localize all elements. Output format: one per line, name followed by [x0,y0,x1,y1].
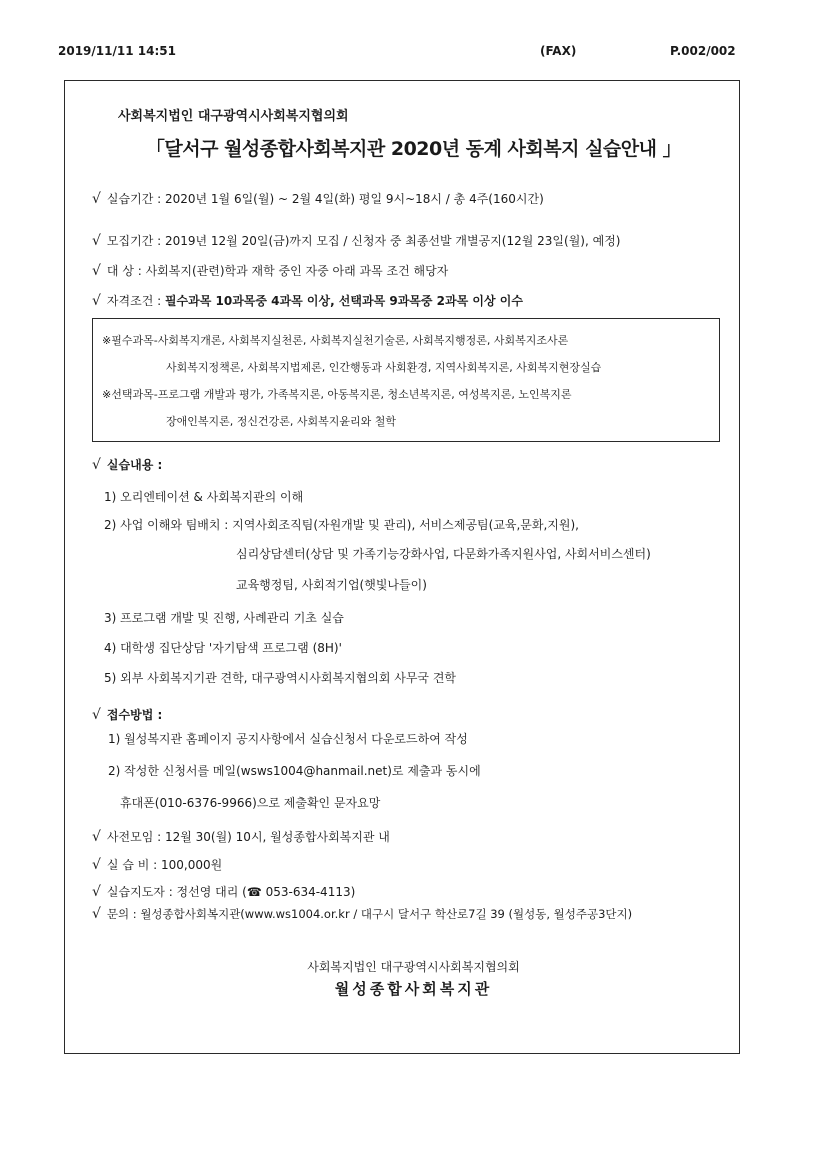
contents-item-5: 5) 외부 사회복지기관 견학, 대구광역시사회복지협의회 사무국 견학 [104,671,457,685]
check-icon: √ [92,906,101,922]
organization-line: 사회복지법인 대구광역시사회복지협의회 [118,109,349,124]
inquiry-line [92,906,632,922]
apply-heading [92,706,162,723]
contents-item-2: 2) 사업 이해와 팀배치 : 지역사회조직팀(자원개발 및 관리), 서비스제공팀(교육,문화,지원), [104,518,579,532]
fee-text: 실 습 비 : 100,000원 [106,858,223,872]
contents-item-1: 1) 오리엔테이션 & 사회복지관의 이해 [104,490,304,504]
apply-item-2: 2) 작성한 신청서를 메일(wsws1004@hanmail.net)로 제출과 동시에 [108,764,481,778]
check-icon: √ [92,293,101,309]
required-courses-2: 사회복지정책론, 사회복지법제론, 인간행동과 사회환경, 지역사회복지론, 사회복지현장실습 [166,361,602,374]
footer-organization: 사회복지법인 대구광역시사회복지협의회 [307,960,520,974]
inquiry-text: 문의 : 월성종합사회복지관(www.ws1004.or.kr / 대구시 달서구 학산로7길 39 (월성동, 월성주공3단지) [106,907,633,921]
check-icon: √ [92,263,101,279]
supervisor-line [92,883,355,900]
contents-item-4: 4) 대학생 집단상담 '자기탐색 프로그램 (8H)' [104,641,342,655]
qualification-label: 자격조건 : [106,294,165,308]
contents-heading [92,456,162,473]
apply-item-1: 1) 월성복지관 홈페이지 공지사항에서 실습신청서 다운로드하여 작성 [108,732,468,746]
apply-item-3: 휴대폰(010-6376-9966)으로 제출확인 문자요망 [120,796,381,810]
check-icon: √ [92,191,101,207]
fax-mode: (FAX) [540,44,577,58]
supervisor-text: 실습지도자 : 정선영 대리 (☎ 053-634-4113) [106,885,356,899]
check-icon: √ [92,233,101,249]
footer-center-name: 월성종합사회복지관 [334,980,493,998]
fax-page-number: P.002/002 [670,44,736,58]
fax-header [0,44,827,60]
period-line [92,190,544,207]
elective-courses-1: ※선택과목-프로그램 개발과 평가, 가족복지론, 아동복지론, 청소년복지론, 여성복지론, 노인복지론 [102,388,572,401]
fee-line [92,856,222,873]
period-text: 실습기간 : 2020년 1월 6일(월) ~ 2월 4일(화) 평일 9시~18시 / 총 4주(160시간) [106,192,544,206]
check-icon: √ [92,829,101,845]
pre-meeting-line [92,828,390,845]
check-icon: √ [92,707,101,723]
recruit-line [92,232,620,249]
qualification-line [92,292,523,309]
contents-item-2-line-3: 교육행정팀, 사회적기업(햇빛나들이) [236,578,427,592]
contents-item-2-line-2: 심리상담센터(상담 및 가족기능강화사업, 다문화가족지원사업, 사회서비스센터) [236,547,651,561]
required-courses-1: ※필수과목-사회복지개론, 사회복지실천론, 사회복지실천기술론, 사회복지행정론, 사회복지조사론 [102,334,569,347]
qualification-text: 필수과목 10과목중 4과목 이상, 선택과목 9과목중 2과목 이상 이수 [164,294,523,308]
contents-heading-text: 실습내용 : [106,458,163,472]
elective-courses-2: 장애인복지론, 정신건강론, 사회복지윤리와 철학 [166,415,397,428]
target-line [92,262,448,279]
check-icon: √ [92,457,101,473]
check-icon: √ [92,857,101,873]
check-icon: √ [92,884,101,900]
pre-meeting-text: 사전모임 : 12월 30(월) 10시, 월성종합사회복지관 내 [106,830,390,844]
contents-item-3: 3) 프로그램 개발 및 진행, 사례관리 기초 실습 [104,611,344,625]
fax-datetime: 2019/11/11 14:51 [58,44,176,58]
recruit-text: 모집기간 : 2019년 12월 20일(금)까지 모집 / 신청자 중 최종선발 개별공지(12월 23일(월), 예정) [106,234,621,248]
apply-heading-text: 접수방법 : [106,708,163,722]
target-text: 대 상 : 사회복지(관련)학과 재학 중인 자중 아래 과목 조건 해당자 [106,264,449,278]
document-title: 「달서구 월성종합사회복지관 2020년 동계 사회복지 실습안내 」 [145,138,682,160]
